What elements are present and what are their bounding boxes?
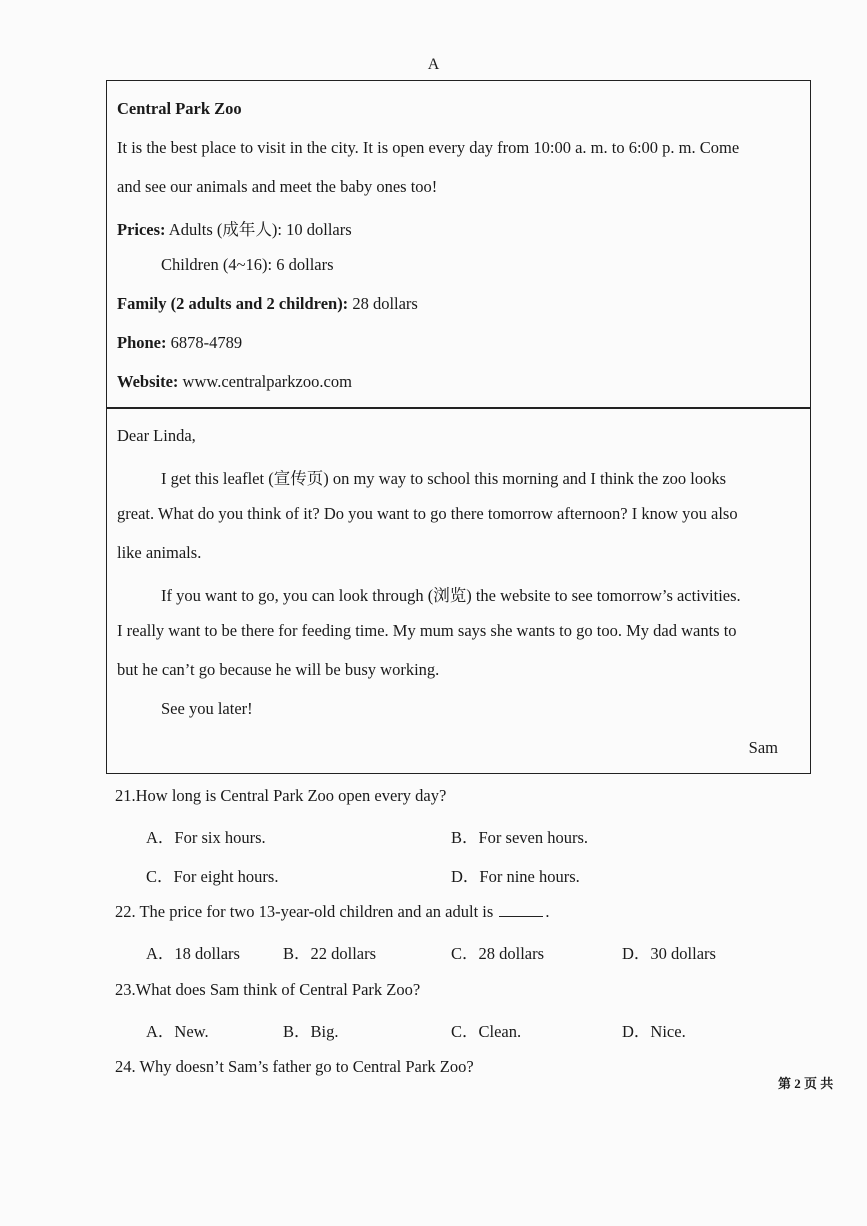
zoo-advertisement bbox=[106, 80, 811, 409]
ad-prices: Prices: Adults (成年人): 10 dollars bbox=[117, 220, 352, 239]
q22-option-d: D．30 dollars bbox=[622, 944, 716, 963]
ad-website: Website: www.centralparkzoo.com bbox=[117, 372, 352, 391]
q22-option-b: B．22 dollars bbox=[283, 944, 377, 963]
q23-option-c: C．Clean. bbox=[451, 1022, 522, 1041]
q22-option-c: C．28 dollars bbox=[451, 944, 545, 963]
letter-p1-line-3: like animals. bbox=[117, 543, 202, 562]
question-22: 22. The price for two 13-year-old children and an adult is . bbox=[115, 902, 550, 921]
letter-from-sam bbox=[106, 407, 811, 774]
letter-closing: See you later! bbox=[161, 699, 253, 718]
ad-phone: Phone: 6878-4789 bbox=[117, 333, 243, 352]
q21-option-d: D．For nine hours. bbox=[451, 867, 580, 886]
q23-option-a: A．New. bbox=[146, 1022, 209, 1041]
letter-p2-line-1: If you want to go, you can look through (浏览) the website to see tomorrow’s activities. bbox=[161, 586, 741, 605]
letter-p2-line-2: I really want to be there for feeding time. My mum says she wants to go too. My dad wants to bbox=[117, 621, 737, 640]
question-24: 24. Why doesn’t Sam’s father go to Central Park Zoo? bbox=[115, 1057, 474, 1076]
page-footer: 第 2 页 共 bbox=[778, 1076, 834, 1091]
question-21: 21.How long is Central Park Zoo open every day? bbox=[115, 786, 447, 805]
ad-family-price: Family (2 adults and 2 children): 28 dollars bbox=[117, 294, 418, 313]
letter-p1-line-2: great. What do you think of it? Do you want to go there tomorrow afternoon? I know you also bbox=[117, 504, 738, 523]
ad-intro-line-2: and see our animals and meet the baby ones too! bbox=[117, 177, 438, 196]
letter-p2-line-3: but he can’t go because he will be busy working. bbox=[117, 660, 440, 679]
q21-option-b: B．For seven hours. bbox=[451, 828, 589, 847]
q22-option-a: A．18 dollars bbox=[146, 944, 240, 963]
q23-option-d: D．Nice. bbox=[622, 1022, 686, 1041]
ad-prices-children: Children (4~16): 6 dollars bbox=[161, 255, 334, 274]
ad-title: Central Park Zoo bbox=[117, 99, 242, 118]
ad-intro-line-1: It is the best place to visit in the city. It is open every day from 10:00 a. m. to 6:00 p. m. Come bbox=[117, 138, 740, 157]
answer-blank bbox=[499, 916, 543, 917]
question-23: 23.What does Sam think of Central Park Zoo? bbox=[115, 980, 421, 999]
q23-option-b: B．Big. bbox=[283, 1022, 339, 1041]
q21-option-a: A．For six hours. bbox=[146, 828, 266, 847]
section-letter: A bbox=[427, 56, 440, 73]
q21-option-c: C．For eight hours. bbox=[146, 867, 279, 886]
letter-greeting: Dear Linda, bbox=[117, 426, 196, 445]
letter-signature: Sam bbox=[748, 738, 778, 757]
letter-p1-line-1: I get this leaflet (宣传页) on my way to school this morning and I think the zoo looks bbox=[161, 469, 727, 488]
